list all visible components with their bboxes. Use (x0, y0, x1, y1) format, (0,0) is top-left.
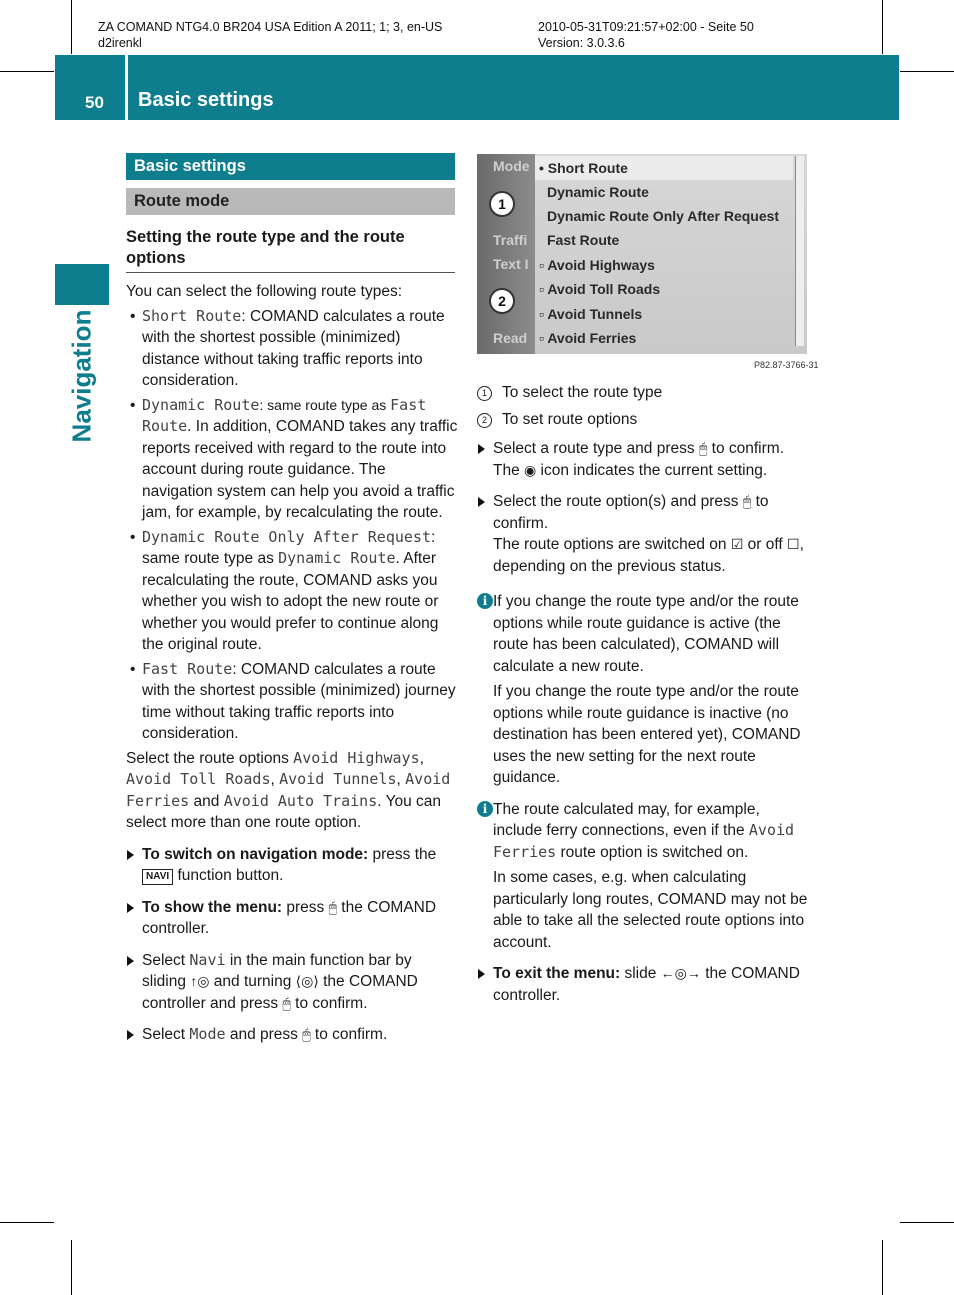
callout-number-icon: 2 (477, 413, 492, 428)
text: or off (743, 536, 788, 553)
print-meta-right (538, 19, 754, 51)
crop-mark (900, 71, 954, 72)
text: the COMAND controller. (493, 965, 800, 1004)
section-heading: Basic settings (126, 153, 455, 180)
text: to confirm. (707, 440, 785, 457)
text: slide (620, 965, 661, 982)
text: The route calculated may, for example, include ferry connections, even if the (493, 800, 760, 839)
info-text: If you change the route type and/or the route options while route guidance is active (the route has been calculated), COMAND will calculate a new route. (493, 593, 799, 675)
text: to confirm. (310, 1026, 388, 1043)
screen-route-type: Fast Route (547, 232, 620, 248)
checkbox-unchecked-icon: ☐ (787, 536, 800, 552)
step-arrow-icon (127, 956, 134, 966)
checkbox-checked-icon: ☑ (730, 536, 744, 552)
info-note (477, 799, 810, 954)
route-option-name: Avoid Ferries (493, 821, 795, 861)
instruction-step (126, 844, 458, 887)
info-text: In some cases, e.g. when calculating particularly long routes, COMAND may not be able to take all the selected route options into account. (493, 869, 808, 951)
text: icon indicates the current setting. (536, 461, 768, 479)
bullet-text: . After recalculating the route, COMAND asks you whether you wish to adopt the new route or whether you would prefer to continue along the original route. (142, 550, 439, 653)
bullet-text: . In addition, COMAND takes any traffic reports received with regard to the route into account during route guidance. The navigation system can help you avoid a traffic jam, for example, by recalculating the route. (142, 418, 458, 521)
crop-mark (71, 0, 72, 54)
text: the COMAND controller. (142, 898, 437, 937)
text: route option is switched on. (556, 843, 749, 861)
crop-mark (71, 1240, 72, 1295)
instruction-step (126, 897, 458, 940)
instruction-step (126, 950, 458, 1015)
header-divider (125, 55, 128, 120)
route-type-name: Dynamic Route (142, 395, 260, 414)
bullet-text: : COMAND calculates a route with the shortest possible (minimized) journey time without taking traffic reports into consideration. (142, 660, 456, 742)
text: Select the route option(s) and press (493, 493, 743, 510)
bullet-item (126, 306, 458, 392)
crop-mark (882, 1240, 883, 1295)
screen-route-type: Dynamic Route (547, 184, 649, 200)
menu-item-name: Navi (189, 950, 226, 969)
screen-route-option: ▫ Avoid Highways (539, 257, 655, 273)
route-option-name: Avoid Toll Roads (126, 770, 271, 788)
screen-side-menu (477, 154, 535, 354)
screen-scrollbar (795, 156, 804, 346)
text: the COMAND controller and press (142, 973, 418, 1012)
route-type-name: Fast Route (142, 395, 427, 435)
instruction-step (477, 963, 810, 1006)
info-icon: i (477, 801, 493, 817)
crop-mark (0, 1222, 54, 1223)
instruction-step (477, 491, 810, 577)
menu-item-name: Mode (189, 1025, 226, 1043)
comand-screen-figure (477, 154, 807, 354)
screen-route-option: ▫ Avoid Tunnels (539, 306, 643, 322)
bullet-text: : same route type as (259, 396, 391, 413)
text: Select (142, 1026, 190, 1043)
legend-item (477, 409, 810, 431)
text: Select the route options (126, 749, 294, 767)
callout-number-icon: 1 (477, 386, 492, 401)
text: Select (142, 951, 190, 969)
text: to confirm. (290, 994, 368, 1012)
text: . You can select more than one route option. (126, 792, 442, 831)
route-option-name: Avoid Highways (293, 748, 420, 767)
radio-selected-icon: ◉ (524, 461, 537, 478)
screen-route-option: ▫ Avoid Ferries (539, 330, 637, 346)
meta-text: 2010-05-31T09:21:57+02:00 - Seite 50 (538, 20, 754, 34)
text: , depending on the previous status. (493, 536, 804, 575)
text: in the main function bar by sliding (142, 951, 412, 990)
print-meta-left (98, 19, 442, 51)
text: press (282, 898, 329, 916)
info-icon: i (477, 593, 493, 609)
options-paragraph: Select the route options Avoid Highways, Avoid Toll Roads, Avoid Tunnels, Avoid Ferries and Avoid Auto Trains. You can select more than one route option. (126, 748, 451, 831)
slide-left-right-controller-icon: ←◎→ (660, 965, 701, 981)
navi-button-icon: NAVI (142, 869, 173, 885)
screen-side-item: Read (493, 330, 528, 346)
press-controller-icon: 🖱 (742, 493, 752, 509)
text: and (189, 792, 224, 810)
legend-item (477, 382, 810, 404)
subsection-heading: Route mode (126, 188, 455, 215)
turn-controller-icon: ⟨◎⟩ (295, 973, 319, 989)
route-option-name: Avoid Ferries (126, 770, 451, 810)
crop-mark (0, 71, 54, 72)
text: and press (225, 1026, 303, 1043)
side-tab-marker (55, 264, 109, 305)
step-arrow-icon (478, 497, 485, 507)
screen-side-item: Text I (493, 256, 529, 272)
text: The (493, 461, 525, 479)
right-body (477, 382, 810, 1006)
topic-heading: Setting the route type and the route options (126, 227, 455, 273)
screen-side-item: Mode (493, 158, 530, 174)
meta-text: d2irenkl (98, 36, 142, 50)
legend-text: To select the route type (502, 384, 663, 401)
step-arrow-icon (127, 1030, 134, 1040)
screen-route-option: ▫ Avoid Toll Roads (539, 281, 661, 297)
meta-text: Version: 3.0.3.6 (538, 36, 625, 50)
text: function button. (173, 867, 284, 884)
crop-mark (900, 1222, 954, 1223)
figure-code: P82.87-3766-31 (754, 360, 819, 370)
instruction-step (126, 1024, 458, 1046)
press-controller-icon: 🖱 (302, 1026, 311, 1042)
bullet-item (126, 659, 458, 745)
crop-mark (882, 0, 883, 54)
step-label: To exit the menu: (493, 965, 621, 982)
bullet-text: : same route type as (142, 528, 436, 567)
screen-route-type: Dynamic Route Only After Request (547, 208, 780, 224)
page-header-banner (55, 55, 899, 120)
info-text (493, 799, 810, 864)
slide-up-controller-icon: ↑◎ (190, 973, 210, 989)
route-type-name: Fast Route (142, 659, 233, 678)
text: and turning (209, 973, 296, 990)
instruction-step (477, 438, 810, 481)
press-controller-icon: 🖱 (698, 440, 708, 456)
callout-2: 2 (489, 288, 515, 314)
bullet-item (126, 527, 458, 656)
step-arrow-icon (127, 903, 134, 913)
step-arrow-icon (127, 850, 134, 860)
legend-text: To set route options (502, 410, 638, 428)
text: to confirm. (493, 493, 769, 532)
route-option-name: Avoid Auto Trains (223, 791, 378, 810)
step-label: To show the menu: (142, 898, 283, 916)
step-label: To switch on navigation mode: (142, 845, 369, 863)
screen-route-type: • Short Route (539, 160, 628, 176)
step-arrow-icon (478, 969, 485, 979)
press-controller-icon: 🖱 (328, 898, 337, 915)
route-option-name: Avoid Tunnels (279, 770, 397, 788)
route-type-name: Dynamic Route Only After Request (142, 527, 431, 546)
route-type-name: Short Route (142, 306, 242, 325)
screen-side-item: Traffi (493, 232, 528, 248)
text: The route options are switched on (493, 536, 731, 553)
bullet-text: : COMAND calculates a route with the shortest possible (minimized) distance without taking traffic reports into consideration. (142, 307, 445, 389)
page-number: 50 (85, 93, 104, 112)
info-text: If you change the route type and/or the route options while route guidance is inactive (no destination has been entered yet), COMAND uses the new setting for the next route guidance. (493, 683, 801, 786)
info-note (477, 591, 810, 789)
page-title: Basic settings (138, 89, 274, 111)
intro-text: You can select the following route types: (126, 283, 403, 300)
text: Select a route type and press (493, 440, 699, 457)
step-arrow-icon (478, 444, 485, 454)
callout-1: 1 (489, 191, 515, 217)
side-tab-label: Navigation (66, 309, 97, 443)
route-type-name: Dynamic Route (278, 549, 396, 567)
left-body (126, 281, 458, 1046)
meta-text: ZA COMAND NTG4.0 BR204 USA Edition A 2011; 1; 3, en-US (98, 20, 443, 34)
press-controller-icon: 🖱 (282, 994, 291, 1011)
bullet-item (126, 395, 458, 524)
text: press the (368, 845, 437, 863)
